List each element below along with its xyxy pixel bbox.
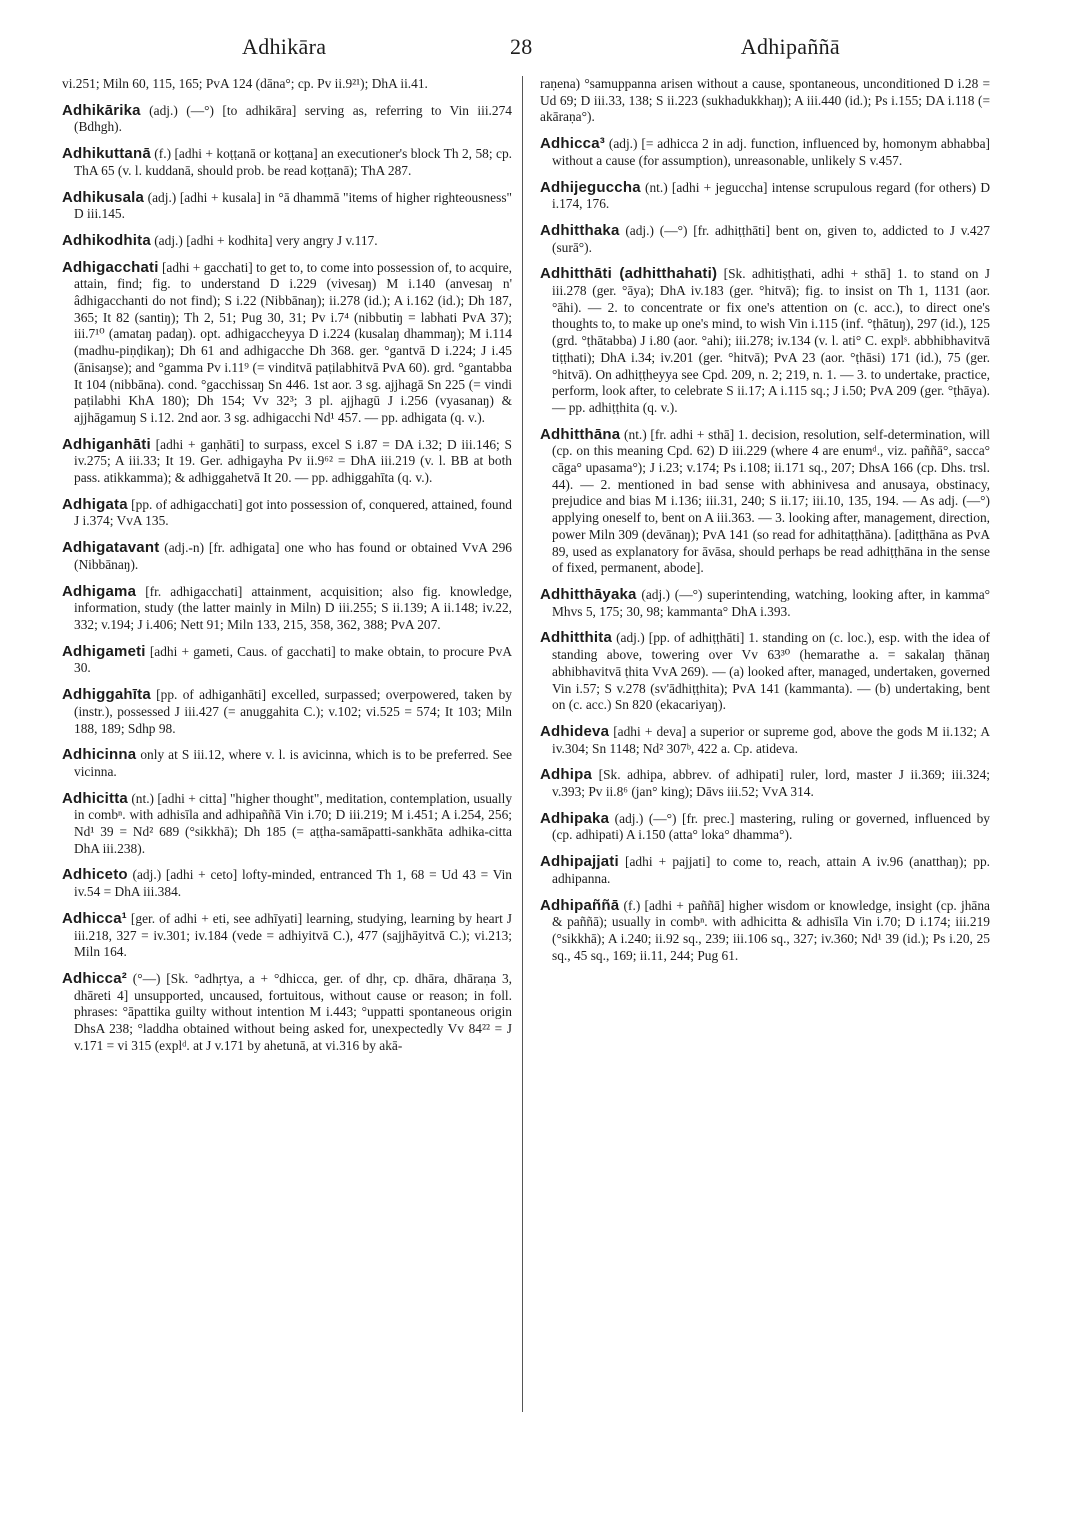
- dictionary-entry: [62, 791, 512, 858]
- entry-headword: Adhideva: [540, 722, 610, 740]
- dictionary-entry: [62, 687, 512, 737]
- entry-headword: Adhitthita: [540, 629, 612, 647]
- entry-body: (adj.-n) [fr. adhigata] one who has found or obtained VvA 296 (Nibbānaŋ).: [74, 540, 512, 572]
- dictionary-entry: [62, 146, 512, 179]
- entry-body: raṇena) °samuppanna arisen without a cause, spontaneous, unconditioned D i.28 = Ud 69; D iii.33, 138; S ii.223 (sukhadukkhaŋ); A iii.440 (id.); Ps i.155; DA i.118 (= akāraṇa°).: [540, 76, 990, 125]
- dictionary-entry: [540, 76, 990, 126]
- entry-body: [fr. adhigacchati] attainment, acquisition; also fig. knowledge, information, study (the latter mainly in Miln) D iii.255; S ii.139; A ii.148; iv.22, 332; v.194; J i.406; Nett 91; Miln 133, 215, 358, 362, 388; PvA 207.: [74, 583, 512, 632]
- entry-headword: Adhicca³: [540, 135, 605, 153]
- entry-headword: Adhipaññā: [540, 896, 620, 914]
- entry-headword: Adhipaka: [540, 809, 610, 827]
- entry-body: (f.) [adhi + paññā] higher wisdom or knowledge, insight (cp. jhāna & paññā); usually in combⁿ. with adhicitta & adhisīla Vin i.70; D i.174; iii.219 (°sikkhā); A i.240; ii.92 sq., 239; iii.106 sq., 327; iv.360; Nd¹ 39 (id.); Ps i.20, 25 sq., 45 sq., 169; ii.11, 244; Pug 61.: [552, 897, 990, 963]
- entry-headword: Adhigatavant: [62, 539, 160, 557]
- entry-headword: Adhicitta: [62, 789, 128, 807]
- dictionary-entry: [540, 767, 990, 800]
- entry-body: [pp. of adhiganhāti] excelled, surpassed; overpowered, taken by (instr.), possessed J iii.427 (= anuggahita C.); v.102; vi.525 = 574; It 103; Miln 188, 189; Sdhp 98.: [74, 687, 512, 736]
- dictionary-entry: [540, 136, 990, 169]
- dictionary-entry: [540, 811, 990, 844]
- dictionary-entry: [62, 437, 512, 487]
- dictionary-entry: [62, 911, 512, 961]
- entry-body: (°—) [Sk. °adhṛtya, a + °dhicca, ger. of dhṛ, cp. dhāra, dhāraṇa 3, dhāreti 4] unsupported, uncaused, fortuitous, without cause or reason; in foll. phrases: °āpattika guilty without intention M i.443; °uppatti spontaneous origin DhsA 238; °laddha obtained without being asked for, unexpectedly Vv 84²² = J v.171 = vi 315 (explᵈ. at J v.171 by ahetunā, at vi.316 by akā-: [74, 970, 512, 1053]
- entry-headword: Adhipa: [540, 766, 593, 784]
- entry-headword: Adhiganhāti: [62, 435, 151, 453]
- dictionary-entry: [62, 260, 512, 427]
- entry-body: (adj.) (—°) [fr. prec.] mastering, ruling or governed, influenced by (cp. adhipati) A i.150 (atta° loka° dhamma°).: [552, 810, 990, 843]
- dictionary-entry: [62, 540, 512, 573]
- entry-body: [adhi + gaṇhāti] to surpass, excel S i.87 = DA i.32; D iii.146; S iv.275; A iii.33; It 19. Ger. adhigayha Pv ii.9⁶² = DhA iii.219 (v. l. BB at both pass. atikkamma); & adhiggahetvā It 20. — pp. adhiggahīta (q. v.).: [74, 436, 512, 486]
- dictionary-entry: [62, 584, 512, 634]
- right-column: [540, 76, 990, 974]
- dictionary-entry: [540, 427, 990, 577]
- entry-body: [adhi + gacchati] to get to, to come into possession of, to acquire, attain, find; fig. to understand D i.229 (vivesaŋ) M i.140 (anvesaŋ n' âdhigacchanti do not find); S i.22 (Nibbānaŋ); ii.278 (id.); A i.162 (id.); Dh 187, 365; It 82 (santiŋ); Th 2, 51; Pug 30, 31; Pv i.7⁴ (nibbutiŋ = labhati PvA 37); iii.7¹⁰ (amataŋ padaŋ). opt. adhigaccheyya D i.224 (kusalaŋ dhammaŋ); M i.114 (madhu-piṇḍikaŋ); Dh 61 and adhigacche Dh 368. ger. °gantvā D i.224; J i.45 (ānisaŋse); and °gamma Pv i.11⁹ (= vinditvā paṭilabhitvā PvA 60). grd. °gantabba It 104 (nibbāna). cond. °gacchissaŋ Sn 446. 1st aor. 3 sg. ajjhagā Sn 225 (= vindi paṭilabhi KhA 180); Dh 154; Vv 32³; 3 pl. ajjhagū J i.256 (vyasanaŋ) & ajjhāgamuŋ S i.12. 2nd aor. 3 sg. adhigacchi Nd¹ 457. — pp. adhigata (q. v.).: [74, 259, 512, 425]
- entry-headword: Adhigameti: [62, 642, 146, 660]
- page-header: [62, 34, 1010, 64]
- dictionary-entry: [540, 266, 990, 416]
- entry-headword: Adhijeguccha: [540, 178, 641, 196]
- entry-body: (adj.) [adhi + kodhita] very angry J v.117.: [150, 232, 378, 248]
- entry-body: [adhi + deva] a superior or supreme god, above the gods M ii.132; A iv.304; Sn 1148; Nd² 307ᵇ, 422 a. Cp. atideva.: [552, 723, 990, 756]
- entry-headword: Adhikusala: [62, 188, 145, 206]
- entry-body: (nt.) [fr. adhi + sthā] 1. decision, resolution, self-determination, will (cp. on this meaning Cpd. 62) D iii.229 (where 4 are enumᵈ., viz. paññā°, sacca° cāga° upasama°); J i.23; v.174; Ps i.108; ii.171 sq., 207; DhsA 166 (cp. Dhs. trsl. 44). — 2. mentioned in bad sense with abhinivesa and anusaya, obstinacy, prejudice and bias M i.136; iii.31, 240; S ii.17; iii.10, 135, 194. — As adj. (—°) applying oneself to, bent on A iii.363. — 3. looking after, management, direction, power Miln 309 (devānaŋ); PvA 141 (so read for adhitaṭṭhāna). [adiṭṭhāna as PvA 89, used as explanatory for āvāsa, should perhaps be read adhiṭṭhāna in the sense of fixed, permanent, abode].: [552, 426, 990, 576]
- entry-body: vi.251; Miln 60, 115, 165; PvA 124 (dāna°; cp. Pv ii.9²¹); DhA ii.41.: [62, 76, 428, 91]
- entry-body: [adhi + gameti, Caus. of gacchati] to make obtain, to procure PvA 30.: [74, 643, 512, 676]
- dictionary-entry: [62, 867, 512, 900]
- entry-body: (adj.) [= adhicca 2 in adj. function, influenced by, homonym abhabba] without a cause (for assumption), unreasonable, unlikely S v.457.: [552, 136, 990, 168]
- entry-body: [pp. of adhigacchati] got into possession of, conquered, attained, found J i.374; VvA 135.: [74, 496, 512, 529]
- entry-body: (adj.) [adhi + kusala] in °ā dhammā "items of higher righteousness" D iii.145.: [74, 189, 512, 222]
- entry-body: [ger. of adhi + eti, see adhīyati] learning, studying, learning by heart J iii.218, 327 = iv.301; iv.184 (vede = adhiyitvā C.), 477 (sajjhāyitvā C.); vi.213; Miln 164.: [74, 910, 512, 960]
- dictionary-entry: [62, 747, 512, 780]
- dictionary-entry: [62, 190, 512, 223]
- entry-headword: Adhitthāna: [540, 425, 621, 443]
- dictionary-entry: [540, 587, 990, 620]
- dictionary-entry: [62, 103, 512, 136]
- entry-body: (adj.) (—°) [fr. adhiṭṭhāti] bent on, given to, addicted to J v.427 (surā°).: [552, 222, 990, 255]
- running-head-left: Adhikāra: [242, 34, 327, 59]
- entry-body: (adj.) (—°) superintending, watching, looking after, in kamma° Mhvs 5, 175; 30, 98; kammanta° DhA i.393.: [552, 586, 990, 619]
- entry-headword: Adhiggahīta: [62, 686, 151, 704]
- entry-headword: Adhigata: [62, 495, 128, 513]
- entry-body: (nt.) [adhi + citta] "higher thought", meditation, contemplation, usually in combⁿ. with adhisīla and adhipaññā Vin i.70; D iii.219; M i.451; A i.254, 256; Nd¹ 39 = Nd² 689 (°sikkhā); Dh 185 (= aṭṭha-samāpatti-sankhāta adhika-citta DhA iii.238).: [74, 790, 513, 856]
- entry-headword: Adhicca²: [62, 969, 127, 987]
- entry-headword: Adhicca¹: [62, 909, 127, 927]
- entry-body: [Sk. adhipa, abbrev. of adhipati] ruler, lord, master J ii.369; iii.324; v.393; Pv ii.8⁶ (jan° king); Dāvs iii.52; VvA 314.: [552, 767, 990, 800]
- entry-headword: Adhitthāyaka: [540, 585, 637, 603]
- entry-body: (adj.) [pp. of adhiṭṭhāti] 1. standing on (c. loc.), esp. with the idea of standing above, towering over Vv 63³⁰ (hemarathe a. = sakalaŋ ṭhānaŋ abhibhavitvā ṭhita VvA 269). — (a) looked after, managed, undertaken, governed Vin i.57; S v.278 (sv'ādhiṭṭhita); PvA 141 (kammanta). — (b) undertaking, bent on (c. acc.) Sn 820 (ekacariyaŋ).: [552, 630, 990, 713]
- entry-headword: Adhitthāti (adhitthahati): [540, 265, 718, 283]
- entry-headword: Adhikuttanā: [62, 145, 151, 163]
- dictionary-entry: [540, 854, 990, 887]
- dictionary-entry: [62, 497, 512, 530]
- dictionary-entry: [540, 724, 990, 757]
- dictionary-entry: [540, 223, 990, 256]
- entry-body: (adj.) [adhi + ceto] lofty-minded, entranced Th 1, 68 = Ud 43 = Vin iv.54 = DhA iii.384.: [74, 867, 512, 900]
- dictionary-entry: [62, 233, 512, 250]
- column-divider: [522, 76, 523, 1412]
- dictionary-entry: [62, 76, 512, 93]
- entry-body: [Sk. adhitiṣṭhati, adhi + sthā] 1. to stand on J iii.278 (ger. °āya); DhA iv.183 (ger. °hitvā); fig. to insist on Th 1, 1131 (aor. °āhi). — 2. to concentrate or fix one's attention on (c. acc.), to direct one's thoughts to, to make up one's mind, to wish Vin i.115 (inf. °ṭhātuŋ), 297 (id.), 125 (grd. °ṭhātabba) J i.80 (aor. °ahi); iii.278; iv.134 (v. l. ati° C. explˢ. abbhibhavitvā tiṭṭhati); DhA i.34; iv.201 (ger. °hitvā); PvA 23 (aor. °ṭhāsi) 171 (id.), 75 (ger. °hitvā). On adhiṭṭheyya see Cpd. 209, n. 2; 219, n. 1. — 3. to undertake, practice, perform, look after, to celebrate S ii.17; A i.115 sq.; J i.50; PvA 209 (ger. °ṭhāya). — pp. adhiṭṭhita (q. v.).: [552, 266, 990, 415]
- running-head-right: Adhipaññā: [740, 34, 840, 59]
- dictionary-entry: [540, 180, 990, 213]
- entry-body: (f.) [adhi + koṭṭanā or koṭṭana] an executioner's block Th 2, 58; cp. ThA 65 (v. l. kuddanā, should prob. be read koṭṭanā); ThA 287.: [74, 146, 512, 178]
- dictionary-entry: [62, 644, 512, 677]
- dictionary-entry: [62, 971, 512, 1055]
- entry-headword: Adhipajjati: [540, 853, 619, 871]
- entry-body: (nt.) [adhi + jeguccha] intense scrupulous regard (for others) D i.174, 176.: [552, 179, 990, 212]
- entry-headword: Adhikodhita: [62, 231, 151, 249]
- page-number: 28: [510, 34, 533, 59]
- entry-headword: Adhigama: [62, 582, 137, 600]
- entry-headword: Adhiceto: [62, 866, 128, 884]
- entry-headword: Adhicinna: [62, 746, 137, 764]
- entry-headword: Adhikārika: [62, 101, 141, 119]
- entry-headword: Adhigacchati: [62, 258, 159, 276]
- entry-body: [adhi + pajjati] to come to, reach, attain A iv.96 (anatthaŋ); pp. adhipanna.: [552, 854, 990, 886]
- dictionary-entry: [540, 630, 990, 714]
- left-column: [62, 76, 512, 1064]
- entry-body: only at S iii.12, where v. l. is avicinna, which is to be preferred. See vicinna.: [74, 747, 512, 779]
- entry-headword: Adhitthaka: [540, 221, 620, 239]
- entry-body: (adj.) (—°) [to adhikāra] serving as, referring to Vin iii.274 (Bdhgh).: [74, 102, 512, 135]
- dictionary-entry: [540, 898, 990, 965]
